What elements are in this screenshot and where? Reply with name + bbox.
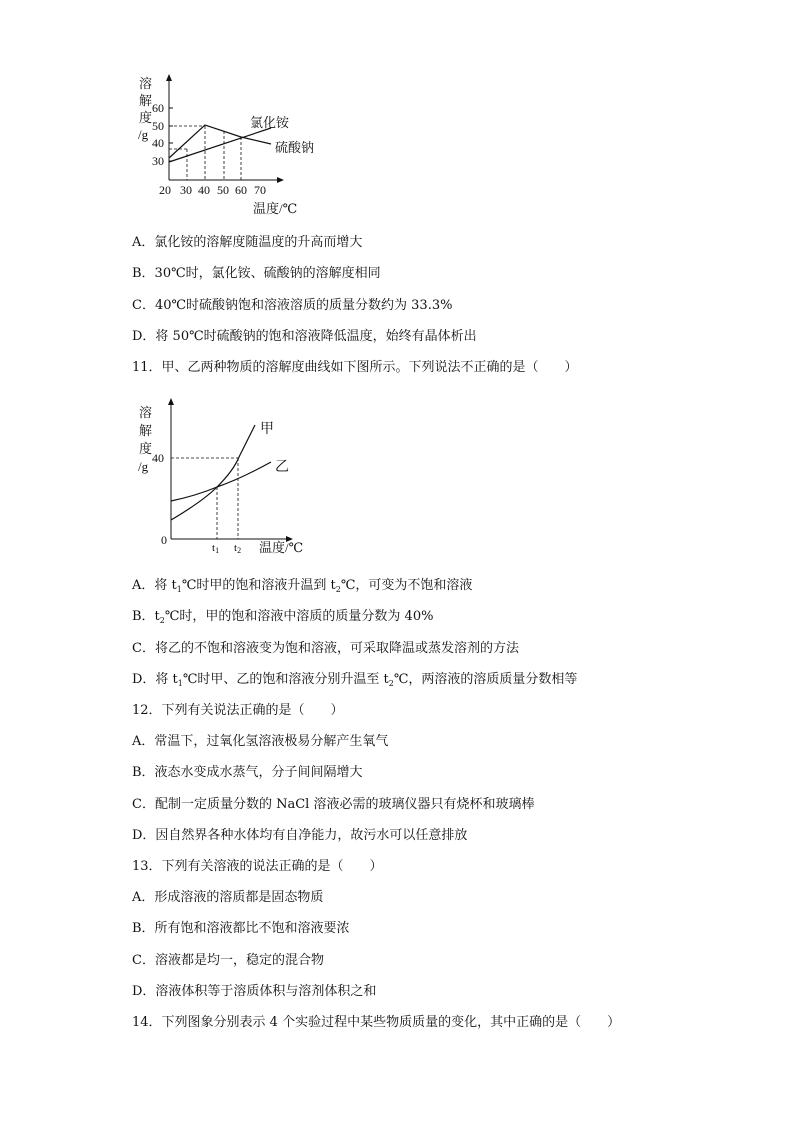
y-axis-arrow	[166, 74, 172, 81]
q13-stem: 13．下列有关溶液的说法正确的是（ ）	[132, 859, 383, 874]
series-curve-jia	[171, 425, 255, 520]
q11-option-a: A．将 $t_1℃$时甲的饱和溶液升温到 $t_2℃$，可变为不饱和溶液	[132, 578, 473, 594]
series-label-yi: 乙	[275, 460, 289, 475]
y-axis-label-char: 解	[139, 423, 153, 438]
series-label-jia: 甲	[260, 422, 274, 437]
x-tick-label: 40	[198, 183, 210, 197]
x-tick-label: 30	[180, 183, 192, 197]
x-tick-label: 70	[254, 183, 266, 197]
q14-stem: 14．下列图象分别表示 4 个实验过程中某些物质质量的变化，其中正确的是（ ）	[132, 1015, 621, 1030]
series-label-ammonium-chloride: 氯化铵	[250, 115, 290, 130]
y-axis-label-char: 度	[139, 441, 153, 456]
x-tick-label: t2	[234, 542, 242, 555]
q13-option-d: D．溶液体积等于溶质体积与溶剂体积之和	[132, 984, 377, 999]
q12-option-d: D．因自然界各种水体均有自净能力，故污水可以任意排放	[132, 828, 468, 843]
q12-stem: 12．下列有关说法正确的是（ ）	[132, 703, 344, 718]
x-tick-label: 20	[159, 183, 171, 197]
q10-option-a: A．氯化铵的溶解度随温度的升高而增大	[132, 235, 363, 250]
x-axis-arrow	[277, 177, 284, 183]
q13-option-c: C．溶液都是均一，稳定的混合物	[132, 953, 324, 968]
q11-option-b: B．$t_2℃$时，甲的饱和溶液中溶质的质量分数为 40%	[132, 609, 434, 625]
series-label-sodium-sulfate: 硫酸钠	[275, 140, 315, 155]
y-tick-label: 50	[152, 119, 164, 133]
y-axis-label-char: 度	[139, 110, 153, 125]
q10-option-b: B．30℃时，氯化铵、硫酸钠的溶解度相同	[132, 266, 381, 281]
y-tick-label: 60	[152, 101, 164, 115]
q11-option-d: D．将 $t_1℃$时甲、乙的饱和溶液分别升温至 $t_2℃$，两溶液的溶质质量分数相等	[132, 672, 578, 688]
q11-option-c: C．将乙的不饱和溶液变为饱和溶液，可采取降温或蒸发溶剂的方法	[132, 641, 519, 656]
y-axis-label-char: 溶	[139, 405, 153, 420]
y-tick-label: 40	[152, 451, 164, 465]
series-line-sodium-sulfate	[169, 128, 271, 162]
y-axis-label-char: 溶	[139, 76, 153, 91]
q12-option-a: A．常温下，过氧化氢溶液极易分解产生氧气	[132, 734, 389, 749]
y-axis-label-char: /g	[138, 459, 149, 474]
x-tick-label: t1	[212, 542, 220, 555]
y-axis-label-char: 解	[139, 93, 153, 108]
solubility-chart-1	[135, 70, 335, 220]
x-tick-label: 50	[217, 183, 229, 197]
q13-option-a: A．形成溶液的溶质都是固态物质	[132, 890, 324, 905]
series-curve-yi	[171, 462, 271, 501]
x-axis-label: 温度/℃	[259, 540, 304, 555]
y-axis-label-char: /g	[138, 127, 149, 142]
q12-option-b: B．液态水变成水蒸气，分子间间隔增大	[132, 765, 363, 780]
y-tick-label: 40	[152, 136, 164, 150]
q11-stem: 11．甲、乙两种物质的溶解度曲线如下图所示。下列说法不正确的是（ ）	[132, 360, 578, 375]
y-tick-label: 30	[152, 154, 164, 168]
q13-option-b: B．所有饱和溶液都比不饱和溶液要浓	[132, 921, 350, 936]
x-tick-label: 60	[235, 183, 247, 197]
q12-option-c: C．配制一定质量分数的 NaCl 溶液必需的玻璃仪器只有烧杯和玻璃棒	[132, 797, 535, 812]
origin-label: 0	[161, 533, 167, 547]
y-axis-arrow	[168, 398, 174, 405]
q10-option-d: D．将 50℃时硫酸钠的饱和溶液降低温度，始终有晶体析出	[132, 329, 477, 344]
x-axis-label: 温度/℃	[253, 201, 298, 216]
q10-option-c: C．40℃时硫酸钠饱和溶液溶质的质量分数约为 33.3%	[132, 298, 453, 313]
solubility-chart-2	[135, 395, 325, 565]
